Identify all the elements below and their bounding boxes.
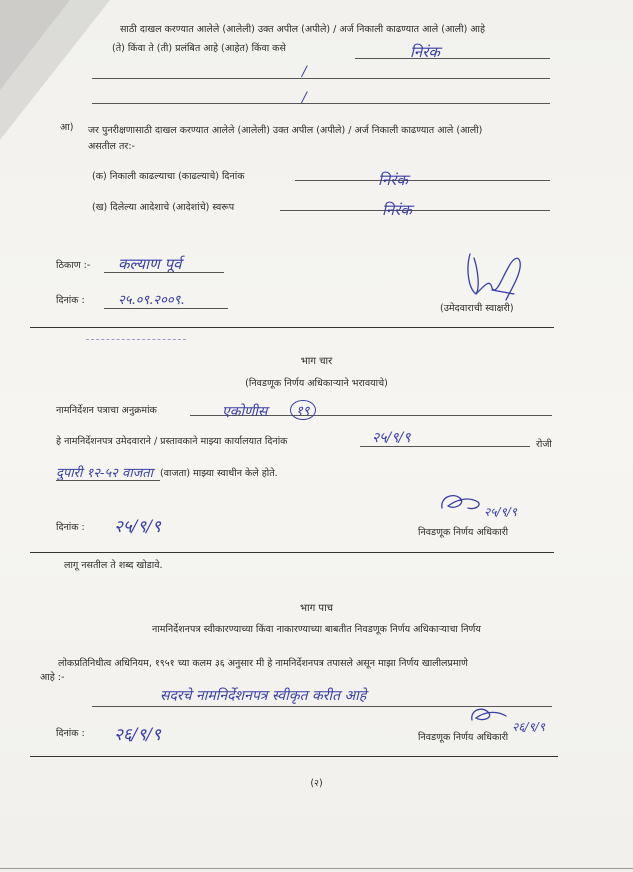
- presented-label: हे नामनिर्देशनपत्र उमेदवाराने / प्रस्तावकाने माझ्या कार्यालयात दिनांक: [56, 436, 288, 447]
- page-fold: [0, 0, 110, 140]
- time-value: दुपारी १२-५२ वाजता: [56, 466, 154, 481]
- part-five-heading: भाग पाच: [299, 603, 334, 614]
- place-value: कल्याण पूर्व: [118, 255, 182, 273]
- time-suffix: (वाजता) माझ्या स्वाधीन केले होते.: [160, 468, 278, 479]
- part-five-body-line2: आहे :-: [40, 672, 65, 683]
- s3-line1: साठी दाखल करण्यात आलेले (आलेली) उक्त अपील (अपीले) / अर्ज निकाली काढण्यात आले (आली) आहे: [120, 24, 486, 35]
- sub-a-value: निरंक: [378, 171, 408, 189]
- officer-initials-icon: [438, 490, 486, 518]
- part-five-officer-caption: निवडणूक निर्णय अधिकारी: [418, 732, 509, 743]
- section-divider-2: [30, 552, 554, 553]
- part-four-date-label: दिनांक :: [56, 522, 85, 533]
- candidate-signature-caption: (उमेदवाराची स्वाक्षरी): [440, 303, 514, 314]
- sub-b-value: निरंक: [382, 201, 412, 219]
- section-divider-3: [30, 756, 558, 757]
- candidate-date-blank: [104, 308, 228, 309]
- serial-label: नामनिर्देशन पत्राचा अनुक्रमांक: [56, 405, 157, 416]
- candidate-date-value: २५.०९.२००९.: [118, 293, 185, 308]
- officer-initials-icon-2: [468, 704, 512, 728]
- blank-line-2: [92, 103, 550, 104]
- part-five-body-line1: लोकप्रतिनिधीत्व अधिनियम, १९५१ च्या कलम ३६ अनुसार मी हे नामनिर्देशनपत्र तपासले असून माझा निर्णय खालीलप्रमाणे: [58, 658, 468, 669]
- item3-line2: असतील तर:-: [88, 141, 135, 152]
- place-label: ठिकाण :-: [56, 260, 91, 271]
- part-five-date-value: २६/९/९: [114, 725, 161, 745]
- part-five-officer-sig-date: २६/९/९: [512, 720, 546, 734]
- part-four-officer-caption: निवडणूक निर्णय अधिकारी: [418, 527, 509, 538]
- s3-line2-value: निरंक: [410, 43, 440, 61]
- s3-line2: (ते) किंवा ते (ती) प्रलंबित आहे (आहेत) किंवा कसे: [112, 43, 286, 54]
- item3-marker: आ): [60, 122, 74, 133]
- blank-line-1-mark: /: [302, 64, 307, 80]
- time-blank: [56, 480, 160, 481]
- sub-a-blank: [295, 180, 550, 181]
- sub-a-label: (क) निकाली काढल्याचा (काढल्याचे) दिनांक: [92, 171, 245, 182]
- part-four-officer-sig-date: २५/९/९: [484, 505, 518, 519]
- decision-value: सदरचे नामनिर्देशनपत्र स्वीकृत करीत आहे: [160, 688, 367, 704]
- part-four-heading: भाग चार: [300, 356, 333, 367]
- place-blank: [104, 272, 224, 273]
- candidate-signature-icon: [462, 248, 532, 308]
- presented-date: २५/९/९: [372, 430, 411, 446]
- candidate-date-label: दिनांक :: [56, 295, 85, 306]
- part-four-subheading: (निवडणूक निर्णय अधिकाऱ्याने भरावयाचे): [245, 378, 388, 389]
- faint-mark: [86, 339, 186, 340]
- part-five-subheading: नामनिर्देशनपत्र स्वीकारण्याच्या किंवा नाकारण्याच्या बाबतीत निवडणूक निर्णय अधिकाऱ्याचा निर्णय: [152, 624, 481, 635]
- section-divider-1: [30, 327, 554, 328]
- item3-line1: जर पुनरीक्षणासाठी दाखल करण्यात आलेले (आलेली) उक्त अपील (अपीले) / अर्ज निकाली काढण्यात आले (आली): [88, 125, 483, 136]
- blank-line-1: [92, 78, 550, 79]
- s3-line2-blank: [355, 58, 550, 59]
- sub-b-label: (ख) दिलेल्या आदेशाचे (आदेशांचे) स्वरूप: [92, 202, 235, 213]
- serial-number: १९: [290, 400, 316, 420]
- strike-note: लागू नसतील ते शब्द खोडावे.: [64, 560, 163, 571]
- page-number: (२): [310, 778, 323, 789]
- blank-line-2-mark: /: [302, 90, 307, 106]
- part-five-date-label: दिनांक :: [56, 728, 85, 739]
- presented-suffix: रोजी: [536, 439, 552, 450]
- part-four-date-value: २५/९/९: [114, 517, 161, 537]
- sub-b-blank: [280, 210, 550, 211]
- bottom-edge: [0, 868, 633, 869]
- serial-value: एकोणीस: [222, 404, 268, 420]
